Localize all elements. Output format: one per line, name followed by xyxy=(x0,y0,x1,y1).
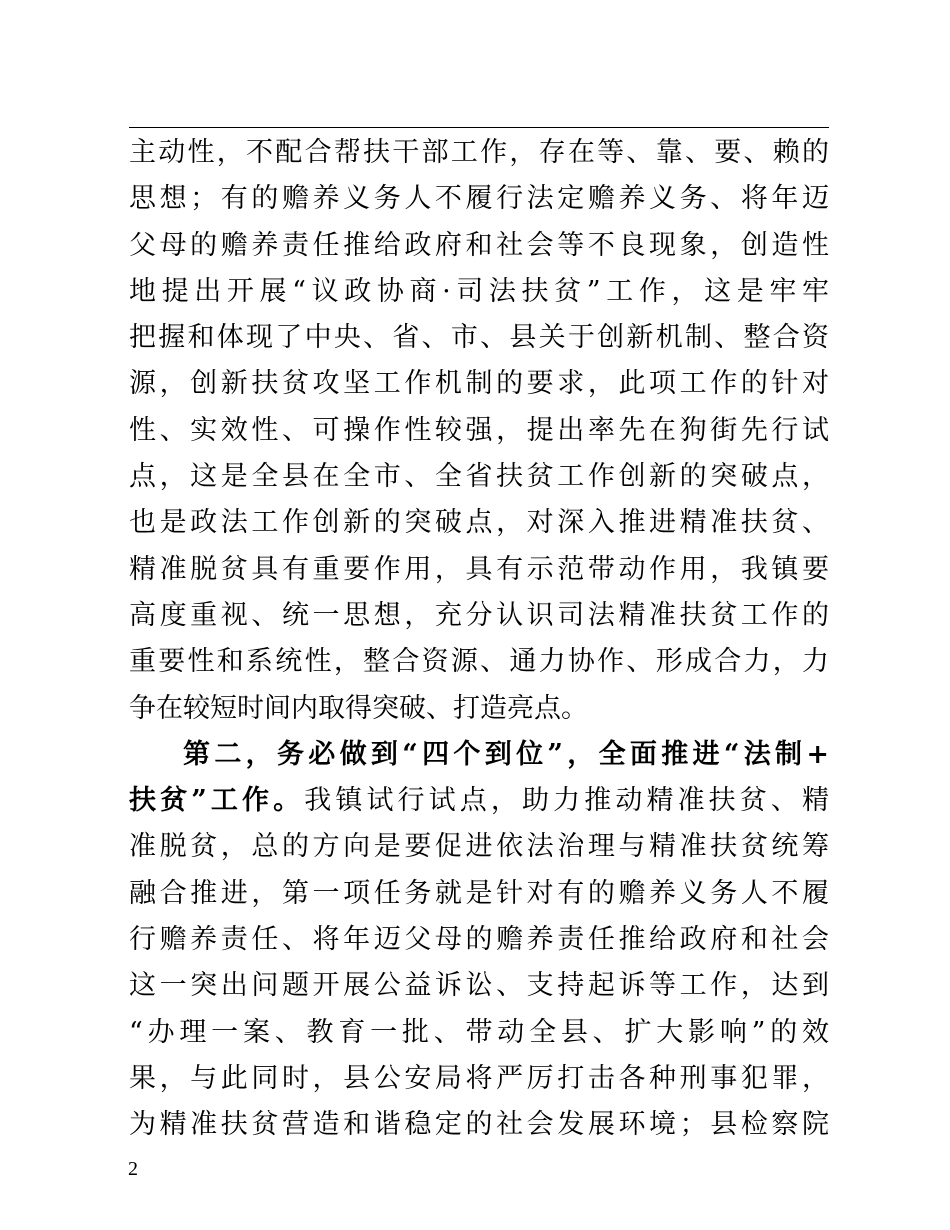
header-rule xyxy=(129,127,829,128)
text-line: 精准脱贫具有重要作用，具有示范带动作用，我镇要 xyxy=(129,553,829,585)
text-line: 父母的赡养责任推给政府和社会等不良现象，创造性 xyxy=(129,229,829,261)
text-line: 也是政法工作创新的突破点，对深入推进精准扶贫、 xyxy=(129,507,829,539)
text-line: 高度重视、统一思想，充分认识司法精准扶贫工作的 xyxy=(129,599,829,631)
text-line: 源，创新扶贫攻坚工作机制的要求，此项工作的针对 xyxy=(129,368,829,400)
text-line: 点，这是全县在全市、全省扶贫工作创新的突破点， xyxy=(129,461,829,493)
text-line: 思想；有的赡养义务人不履行法定赡养义务、将年迈 xyxy=(129,183,829,215)
text-line: 争在较短时间内取得突破、打造亮点。 xyxy=(129,692,588,724)
text-line: 重要性和系统性，整合资源、通力协作、形成合力，力 xyxy=(129,646,829,678)
text-line: 果，与此同时，县公安局将严厉打击各种刑事犯罪， xyxy=(129,1062,829,1094)
text-line: 把握和体现了中央、省、市、县关于创新机制、整合资 xyxy=(129,322,829,354)
text-line: 行赡养责任、将年迈父母的赡养责任推给政府和社会 xyxy=(129,924,829,956)
text-line: “办理一案、教育一批、带动全县、扩大影响”的效 xyxy=(129,1016,829,1048)
section-heading-line: 第二，务必做到“四个到位”，全面推进“法制+ xyxy=(183,738,829,770)
text-line: 融合推进，第一项任务就是针对有的赡养义务人不履 xyxy=(129,877,829,909)
page-number: 2 xyxy=(128,1158,138,1180)
text-line xyxy=(129,778,829,824)
text-span: 我镇试行试点，助力推动精准扶贫、精 xyxy=(304,785,830,817)
body-text xyxy=(129,130,829,1149)
text-line: 地提出开展“议政协商·司法扶贫”工作，这是牢牢 xyxy=(129,275,829,307)
text-line: 主动性，不配合帮扶干部工作，存在等、靠、要、赖的 xyxy=(129,137,829,168)
text-line: 性、实效性、可操作性较强，提出率先在狗街先行试 xyxy=(129,414,829,446)
text-line: 准脱贫，总的方向是要促进依法治理与精准扶贫统筹 xyxy=(129,831,829,863)
text-line: 为精准扶贫营造和谐稳定的社会发展环境；县检察院 xyxy=(129,1109,829,1141)
section-heading-tail: 扶贫”工作。 xyxy=(129,785,305,817)
text-line: 这一突出问题开展公益诉讼、支持起诉等工作，达到 xyxy=(129,970,829,1002)
